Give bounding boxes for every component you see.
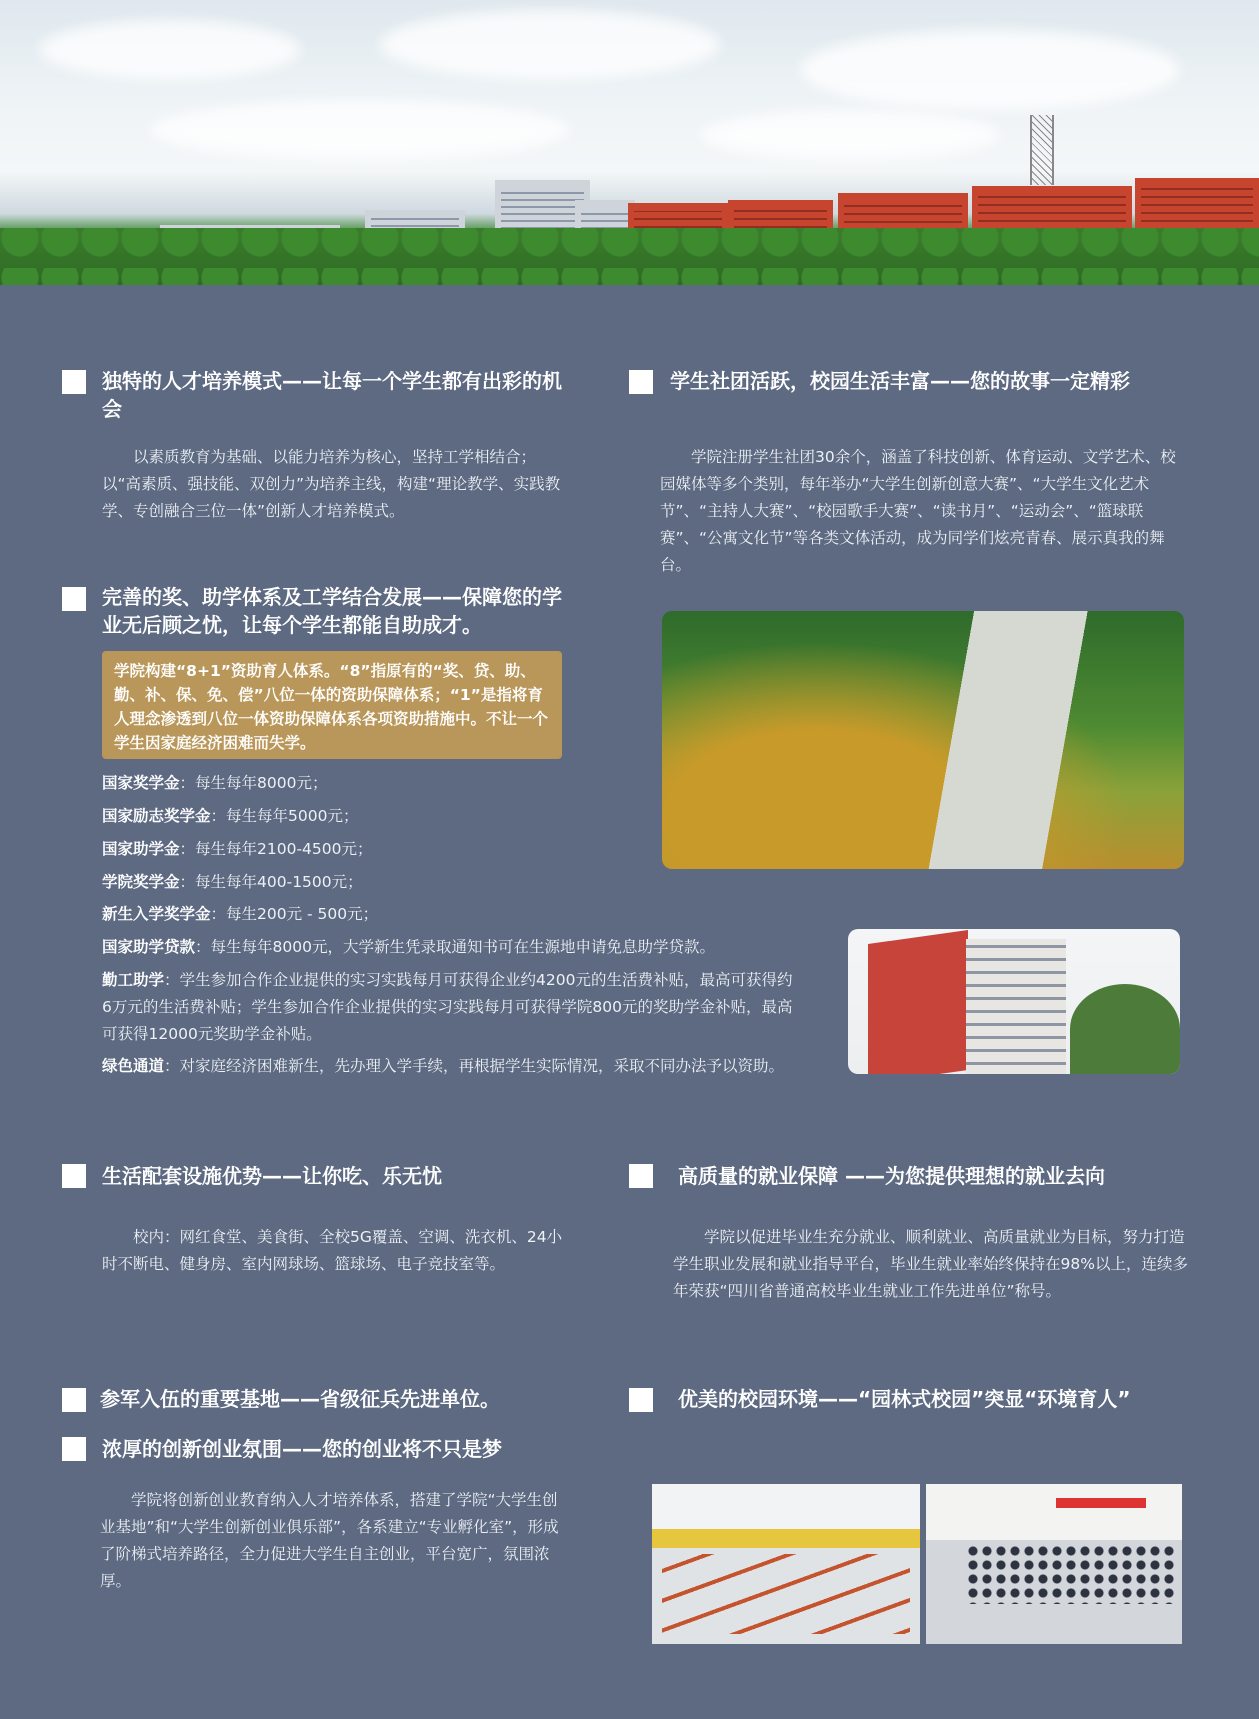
section-title-entrepreneurship: 浓厚的创新创业氛围——您的创业将不只是梦 [102,1437,502,1461]
list-item-freshman-scholarship: 新生入学奖学金：每生200元 - 500元； [102,905,379,923]
bullet-square-icon [62,587,86,611]
section-title-environment: 优美的校园环境——“园林式校园”突显“环境育人” [678,1387,1131,1411]
section-title-military: 参军入伍的重要基地——省级征兵先进单位。 [100,1387,500,1411]
section-body-facilities: 校内：网红食堂、美食街、全校5G覆盖、空调、洗衣机、24小时不断电、健身房、室内网球场、篮球场、电子竞技室等。 [102,1228,563,1273]
section-title-scholarship: 完善的奖、助学体系及工学结合发展——保障您的学业无后顾之忧，让每个学生都能自助成才。 [102,585,562,637]
bullet-square-icon [629,370,653,394]
list-item-student-loan: 国家助学贷款：每生每年8000元，大学新生凭录取通知书可在生源地申请免息助学贷款。 [102,938,715,956]
list-item-green-channel: 绿色通道：对家庭经济困难新生，先办理入学手续，再根据学生实际情况，采取不同办法予以资助。 [102,1057,785,1075]
bullet-square-icon [62,1164,86,1188]
bullet-square-icon [629,1164,653,1188]
list-item-encouragement-scholarship: 国家励志奖学金：每生每年5000元； [102,807,359,825]
section-body-entrepreneurship: 学院将创新创业教育纳入人才培养体系，搭建了学院“大学生创业基地”和“大学生创新创业俱乐部”，各系建立“专业孵化室”，形成了阶梯式培养路径，全力促进大学生自主创业，平台宽广，氛围浓厚。 [100,1491,559,1590]
dormitory-building-photo [848,929,1180,1074]
section-body-clubs: 学院注册学生社团30余个，涵盖了科技创新、体育运动、文学艺术、校园媒体等多个类别，每年举办“大学生创新创意大赛”、“大学生文化艺术节”、“主持人大赛”、“校园歌手大赛”、“读书月”、“运动会”、“篮球联赛”、“公寓文化节”等各类文体活动，成为同学们炫亮青春、展示真我的舞台。 [660,448,1176,574]
bullet-square-icon [62,1388,86,1412]
campus-banner-photo [0,0,1259,285]
bullet-square-icon [62,370,86,394]
section-body-employment: 学院以促进毕业生充分就业、顺利就业、高质量就业为目标，努力打造学生职业发展和就业指导平台，毕业生就业率始终保持在98%以上，连续多年荣获“四川省普通高校毕业生就业工作先进单位”称号。 [673,1228,1188,1300]
list-item-national-scholarship: 国家奖学金：每生每年8000元； [102,774,328,792]
section-title-employment: 高质量的就业保障 ——为您提供理想的就业去向 [678,1164,1105,1188]
bullet-square-icon [629,1388,653,1412]
list-item-national-grant: 国家助学金：每生每年2100-4500元； [102,840,373,858]
lecture-hall-photo [926,1484,1182,1644]
list-item-work-study: 勤工助学：学生参加合作企业提供的实习实践每月可获得企业约4200元的生活费补贴，最高可获得约6万元的生活费补贴；学生参加合作企业提供的实习实践每月可获得学院800元的奖助学金补贴，最高可获得12000元奖助学金补贴。 [102,971,793,1043]
section-body-talent: 以素质教育为基础、以能力培养为核心，坚持工学相结合；以“高素质、强技能、双创力”为培养主线，构建“理论教学、实践教学、专创融合三位一体”创新人才培养模式。 [102,448,561,520]
list-item-college-scholarship: 学院奖学金：每生每年400-1500元； [102,873,363,891]
canteen-photo [652,1484,920,1644]
bullet-square-icon [62,1437,86,1461]
section-title-talent: 独特的人才培养模式——让每一个学生都有出彩的机会 [102,369,562,421]
section-title-clubs: 学生社团活跃，校园生活丰富——您的故事一定精彩 [670,369,1130,393]
funding-system-highlight: 学院构建“8+1”资助育人体系。“8”指原有的“奖、贷、助、勤、补、保、免、偿”八位一体的资助保障体系；“1”是指将育人理念渗透到八位一体资助保障体系各项资助措施中。不让一个学生因家庭经济困难而失学。 [102,651,562,759]
section-title-facilities: 生活配套设施优势——让你吃、乐无忧 [102,1164,442,1188]
campus-walkway-photo [662,611,1184,869]
